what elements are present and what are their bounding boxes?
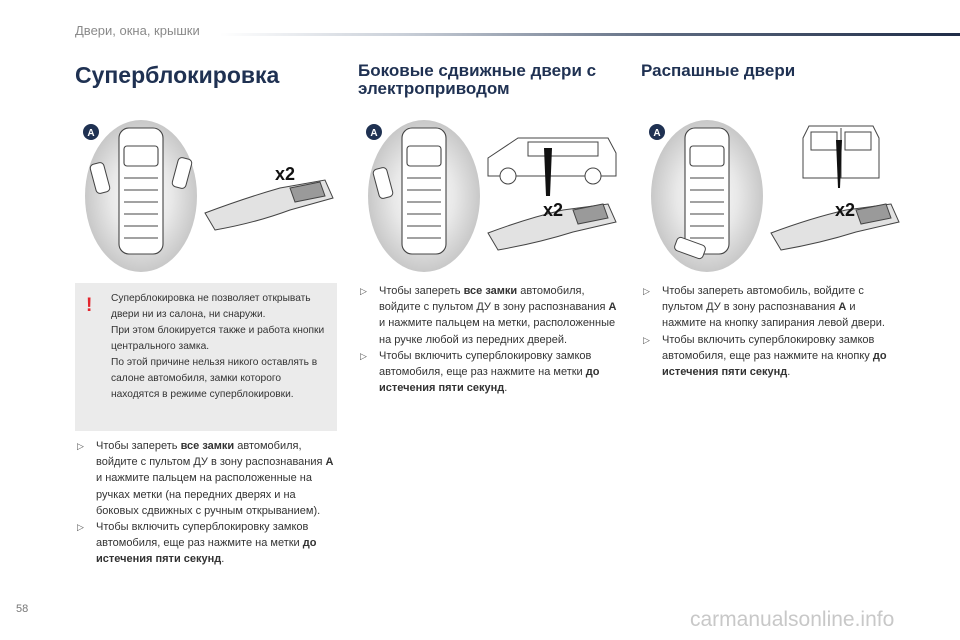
- warning-p1: Суперблокировка не позволяет открывать двери ни из салона, ни снаружи.: [111, 293, 311, 320]
- warning-box: [75, 283, 337, 431]
- warning-p2: При этом блокируется также и работа кнопки центрального замка.: [111, 325, 325, 352]
- hand-press-icon: [205, 180, 333, 230]
- x2-label: x2: [543, 200, 564, 220]
- illustration-superlocking: [75, 118, 337, 278]
- bullet-icon: ▷: [77, 441, 84, 451]
- warning-icon: !: [86, 295, 93, 316]
- car-top-view-icon: [119, 128, 163, 254]
- badge-a-label: A: [370, 128, 378, 139]
- illustration-sliding-doors: [358, 118, 620, 278]
- x2-label: x2: [275, 164, 296, 184]
- car-top-view-icon: [402, 128, 446, 254]
- header-bar: [220, 33, 960, 36]
- bullet-icon: ▷: [77, 522, 84, 533]
- x2-label: x2: [835, 200, 856, 220]
- heading-superlocking: Суперблокировка: [75, 62, 280, 88]
- van-side-icon: [488, 138, 616, 184]
- bullet-icon: ▷: [360, 350, 367, 361]
- car-top-view-icon: [685, 128, 729, 254]
- instructions-superlocking: [75, 438, 337, 568]
- heading-hinged-doors: Распашные двери: [641, 61, 796, 80]
- section-title: Двери, окна, крышки: [75, 23, 200, 38]
- list-item: ▷ Чтобы включить суперблокировку замков автомобиля, еще раз нажмите на метки до истечения пяти секунд.: [77, 521, 317, 566]
- column-sliding-doors: [358, 62, 623, 98]
- instructions-hinged-doors: [641, 283, 893, 380]
- column-superlocking: [75, 62, 337, 89]
- list-item: ▷ Чтобы запереть все замки автомобиля, войдите с пультом ДУ в зону распознавания A и нажмите пальцем на метки, расположенные на ручке любой из передних дверей.: [360, 285, 617, 346]
- bullet-icon: ▷: [360, 286, 367, 296]
- list-item: ▷ Чтобы запереть автомобиль, войдите с пультом ДУ в зону распознавания A и нажмите на кнопку запирания левой двери.: [643, 285, 885, 330]
- instructions-sliding-doors: [358, 283, 623, 396]
- list-item: ▷ Чтобы включить суперблокировку замков автомобиля, еще раз нажмите на метки до истечения пяти секунд.: [360, 349, 600, 395]
- badge-a-label: A: [653, 128, 661, 139]
- bullet-icon: ▷: [643, 286, 650, 296]
- heading-sliding-doors: Боковые сдвижные двери с электроприводом: [358, 61, 597, 98]
- list-item: ▷ Чтобы включить суперблокировку замков автомобиля, еще раз нажмите на кнопку до истечения пяти секунд.: [643, 333, 887, 379]
- page-number: 58: [16, 603, 29, 615]
- illustration-hinged-doors: [641, 118, 903, 278]
- arrow-down-icon: [544, 148, 552, 196]
- bullet-icon: ▷: [643, 334, 650, 345]
- warning-text: [111, 291, 331, 403]
- list-item: ▷ Чтобы запереть все замки автомобиля, войдите с пультом ДУ в зону распознавания A и нажмите пальцем на расположенные на ручках метки (на передних дверях и на боковых сдвижных с ручным открыванием).: [77, 440, 334, 517]
- badge-a-label: A: [87, 128, 95, 139]
- watermark: carmanualsonline.info: [690, 608, 895, 631]
- warning-p3: По этой причине нельзя никого оставлять в салоне автомобиля, замки которого находятся в режиме суперблокировки.: [111, 357, 318, 400]
- column-hinged-doors: [641, 62, 891, 80]
